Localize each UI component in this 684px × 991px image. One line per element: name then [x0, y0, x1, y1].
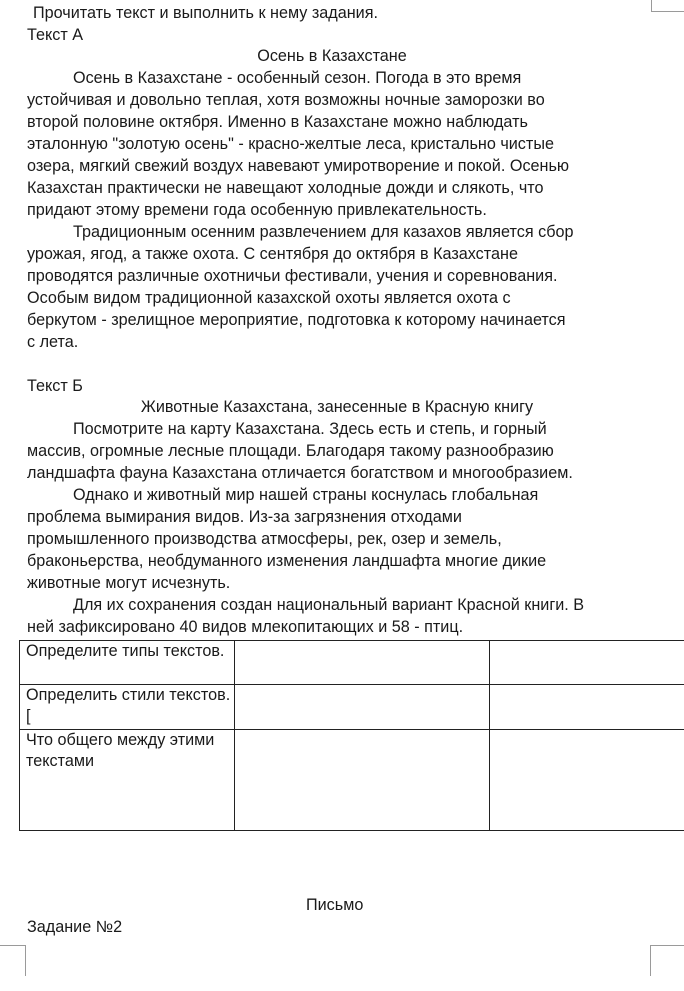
answer-cell[interactable] — [490, 641, 684, 685]
text-line: Посмотрите на карту Казахстана. Здесь есть и степь, и горный — [73, 420, 547, 438]
answer-cell[interactable] — [235, 685, 490, 730]
text-line: беркутом - зрелищное мероприятие, подготовка к которому начинается — [27, 311, 566, 329]
text-a-label: Текст А — [27, 26, 84, 44]
text-line: озера, мягкий свежий воздух навевают умиротворение и покой. Осенью — [27, 157, 570, 175]
table-row — [20, 641, 684, 685]
tasks-table — [19, 640, 684, 831]
text-line: урожая, ягод, а также охота. С сентября до октября в Казахстане — [27, 245, 518, 263]
text-line: Осень в Казахстане - особенный сезон. Погода в это время — [73, 69, 522, 87]
text-line: Однако и животный мир нашей страны коснулась глобальная — [73, 486, 539, 504]
text-line: второй половине октября. Именно в Казахстане можно наблюдать — [27, 113, 528, 131]
section-heading: Письмо — [306, 896, 364, 914]
text-line: Традиционным осенним развлечением для казахов является сбор — [73, 223, 574, 241]
crop-mark-bottom-right — [650, 945, 684, 976]
text-line: эталонную "золотую осень" - красно-желтые леса, кристально чистые — [27, 135, 554, 153]
answer-cell[interactable] — [490, 730, 684, 831]
text-line: животные могут исчезнуть. — [27, 574, 231, 592]
text-line: Для их сохранения создан национальный вариант Красной книги. В — [73, 596, 585, 614]
text-line: ландшафта фауна Казахстана отличается богатством и многообразием. — [27, 464, 573, 482]
text-line: придают этому времени года особенную привлекательность. — [27, 201, 487, 219]
text-line: устойчивая и довольно теплая, хотя возможны ночные заморозки во — [27, 91, 545, 109]
answer-cell[interactable] — [235, 641, 490, 685]
question-cell: Что общего между этими текстами — [20, 730, 235, 831]
crop-mark-top-right — [651, 0, 684, 12]
text-line: браконьерства, необдуманного изменения ландшафта многие дикие — [27, 552, 547, 570]
answer-cell[interactable] — [235, 730, 490, 831]
table-row — [20, 685, 684, 730]
text-line: с лета. — [27, 333, 79, 351]
answer-cell[interactable] — [490, 685, 684, 730]
text-line: ней зафиксировано 40 видов млекопитающих и 58 - птиц. — [27, 618, 464, 636]
text-line: промышленного производства атмосферы, рек, озер и земель, — [27, 530, 502, 548]
question-cell: Определите типы текстов. — [20, 641, 235, 685]
instruction: Прочитать текст и выполнить к нему задания. — [33, 4, 378, 22]
text-b-label: Текст Б — [27, 377, 83, 395]
crop-mark-bottom-left — [0, 945, 26, 976]
table-row — [20, 730, 684, 831]
text-a-title: Осень в Казахстане — [257, 47, 407, 65]
task-label: Задание №2 — [27, 918, 123, 936]
text-line: массив, огромные лесные площади. Благодаря такому разнообразию — [27, 442, 554, 460]
text-line: Казахстан практически не навещают холодные дожди и слякоть, что — [27, 179, 544, 197]
text-line: Особым видом традиционной казахской охоты является охота с — [27, 289, 511, 307]
text-b-title: Животные Казахстана, занесенные в Красную книгу — [140, 398, 534, 416]
text-line: проблема вымирания видов. Из-за загрязнения отходами — [27, 508, 462, 526]
text-line: проводятся различные охотничьи фестивали, учения и соревнования. — [27, 267, 558, 285]
question-cell: Определить стили текстов.[ — [20, 685, 235, 730]
